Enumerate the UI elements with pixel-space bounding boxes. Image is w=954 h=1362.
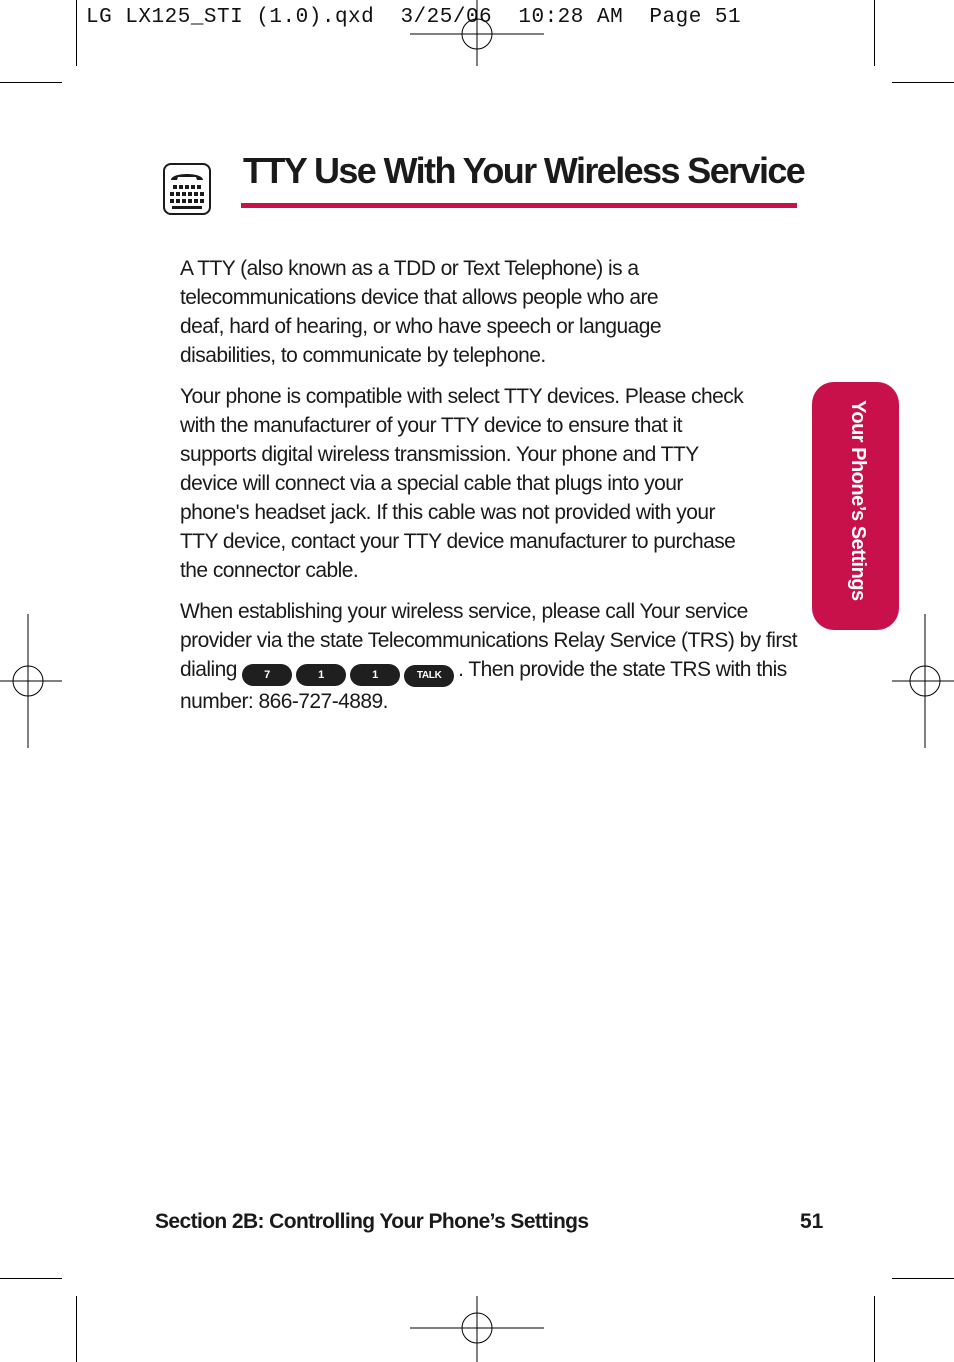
- key-1-icon: 1: [350, 664, 400, 686]
- page-title: TTY Use With Your Wireless Service: [243, 150, 805, 191]
- side-tab-label: Your Phone’s Settings: [847, 400, 869, 601]
- key-1-icon: 1: [296, 664, 346, 686]
- registration-mark-right: [892, 614, 954, 748]
- title-underline: [241, 203, 797, 208]
- registration-mark-left: [0, 614, 62, 748]
- registration-mark-bottom: [410, 1296, 544, 1362]
- body-text: [180, 254, 802, 728]
- paragraph-tty-definition: A TTY (also known as a TDD or Text Telephone) is a telecommunications device that allows people who are deaf, hard of hearing, or who have speech or language disabilities, to communicate by telephone.: [180, 257, 662, 367]
- dialing-text-after: . Then provide the state TRS with this number: 866-727-4889.: [180, 658, 787, 713]
- footer-section-title: Section 2B: Controlling Your Phone’s Settings: [155, 1210, 589, 1233]
- paragraph-dialing: [180, 597, 802, 716]
- paragraph-compatibility: Your phone is compatible with select TTY devices. Please check with the manufacturer of your TTY device to ensure that it supports digital wireless transmission. Your phone and TTY device will connect via a special cable that plugs into your phone's headset jack. If this cable was not provided with your TTY device, contact your TTY device manufacturer to purchase the connector cable.: [180, 385, 744, 582]
- dialing-text-before: When establishing your wireless service, please call Your service provider via the state Telecommunications Relay Service (TRS) by first dialing: [180, 600, 798, 681]
- key-talk-icon: TALK: [404, 665, 454, 687]
- registration-mark-top: [410, 0, 544, 66]
- footer-page-number: 51: [800, 1210, 824, 1233]
- key-7-icon: 7: [242, 664, 292, 686]
- print-slug-line: LG LX125_STI (1.0).qxd 3/25/06 10:28 AM Page 51: [86, 6, 742, 29]
- tty-keyboard-icon: [163, 163, 211, 215]
